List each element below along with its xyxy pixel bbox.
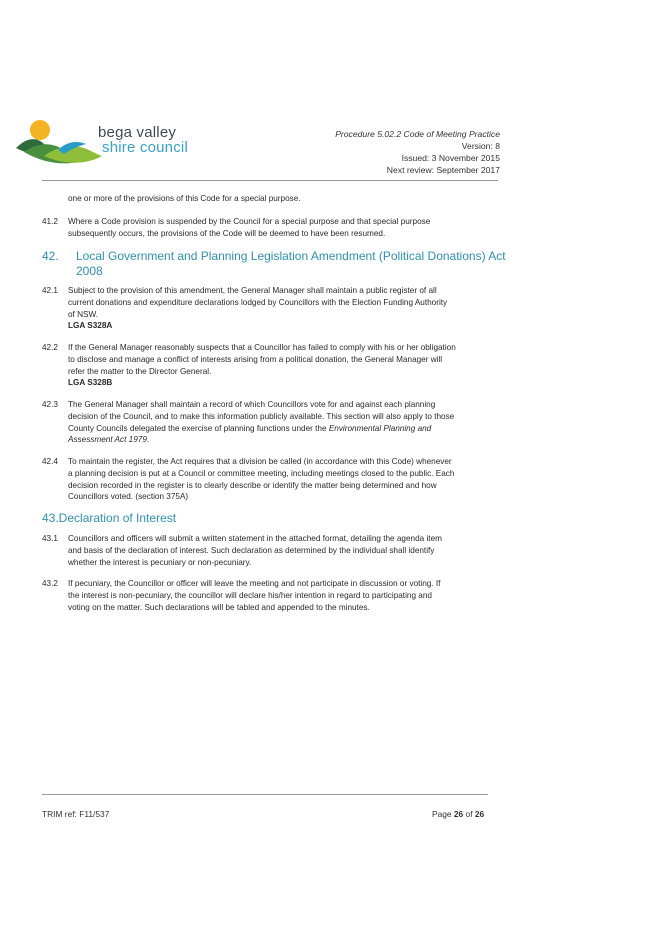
text-line: subsequently occurs, the provisions of the Code will be deemed to have been resumed. [68, 228, 386, 238]
clause-42-1-text [68, 285, 447, 332]
logo-text-bega-valley: bega valley [98, 124, 177, 141]
text-segment: . [146, 435, 150, 445]
text-line: decision recorded in the register is to clearly describe or identify the matter being determined and how [68, 480, 437, 490]
heading-line: 2008 [76, 264, 103, 278]
clause-number: 42.1 [42, 286, 58, 295]
clause-number: 43.1 [42, 534, 58, 543]
clause-number: 42.2 [42, 343, 58, 352]
continuation-text: one or more of the provisions of this Code for a special purpose. [68, 194, 301, 203]
trim-reference: TRIM ref: F11/537 [42, 809, 110, 819]
text-line: of NSW. [68, 309, 99, 319]
document-header-info [335, 128, 500, 176]
section-42-heading [76, 249, 506, 279]
clause-42-4-text [68, 456, 454, 503]
current-page: 26 [453, 809, 464, 819]
clause-number: 43.2 [42, 579, 58, 588]
act-title-italic: Environmental Planning and [328, 423, 432, 433]
header-divider [42, 180, 498, 181]
text-line [68, 423, 454, 435]
text-line: whether the interest is pecuniary or non-pecuniary. [68, 557, 252, 567]
clause-42-3-text [68, 399, 454, 446]
logo-text-shire-council: shire council [102, 139, 188, 156]
heading-line: Local Government and Planning Legislation Amendment (Political Donations) Act [76, 249, 506, 263]
clause-43-1-text [68, 533, 442, 568]
next-review-date: Next review: September 2017 [386, 165, 500, 175]
text-line: current donations and expenditure declarations lodged by Councillors with the Election Funding Authority [68, 297, 448, 307]
clause-43-2-text [68, 578, 440, 613]
section-43-heading: 43.Declaration of Interest [42, 511, 177, 525]
text-line: Councillors voted. (section 375A) [68, 492, 189, 502]
legislation-reference: LGA S328B [68, 378, 113, 388]
clause-number: 42.4 [42, 457, 58, 466]
text-line: Where a Code provision is suspended by the Council for a special purpose and that special purpose [68, 217, 431, 226]
issued-date: Issued: 3 November 2015 [401, 153, 500, 163]
text-line: The General Manager shall maintain a record of which Councillors vote for and against each planning [68, 400, 436, 409]
text-segment: County Councils delegated the exercise of planning functions under the [68, 423, 329, 433]
text-line: If pecuniary, the Councillor or officer will leave the meeting and not participate in discussion or voting. If [68, 579, 441, 588]
clause-number: 41.2 [42, 217, 58, 226]
footer-divider [42, 794, 488, 795]
text-line: and basis of the declaration of interest. Such declaration as determined by the individual shall identify [68, 545, 435, 555]
text-line: a planning decision is put at a Council or committee meeting, including meetings closed to the public. Each [68, 468, 455, 478]
page-number [432, 809, 484, 819]
total-pages: 26 [474, 809, 485, 819]
act-title-italic: Assessment Act 1979 [68, 435, 147, 445]
text-line: the interest is non-pecuniary, the councillor will declare his/her intention in regard to participating and [68, 590, 432, 600]
clause-41-2-text [68, 216, 430, 240]
text-line: If the General Manager reasonably suspects that a Councillor has failed to comply with his or her obligation [68, 343, 456, 352]
text-line: refer the matter to the Director General. [68, 366, 212, 376]
procedure-title: Procedure 5.02.2 Code of Meeting Practice [335, 129, 500, 139]
clause-number: 42.3 [42, 400, 58, 409]
clause-42-2-text [68, 342, 456, 389]
text-line: voting on the matter. Such declarations will be tabled and appended to the minutes. [68, 602, 370, 612]
version-text: Version: 8 [461, 141, 500, 151]
text-line [68, 434, 454, 446]
legislation-reference: LGA S328A [68, 321, 113, 331]
text-line: To maintain the register, the Act requires that a division be called (in accordance with this Code) whenever [68, 457, 452, 466]
section-42-number: 42. [42, 249, 59, 263]
text-line: Councillors and officers will submit a written statement in the attached format, detailing the agenda item [68, 534, 442, 543]
page-of: of [463, 809, 475, 819]
text-line: Subject to the provision of this amendment, the General Manager shall maintain a public register of all [68, 286, 437, 295]
page-label: Page [432, 809, 454, 819]
logo-mark-icon [14, 112, 104, 182]
text-line: decision of the Council, and to make this information publicly available. This section will also apply to those [68, 411, 455, 421]
text-line: to disclose and manage a conflict of interests arising from a political donation, the General Manager will [68, 354, 443, 364]
